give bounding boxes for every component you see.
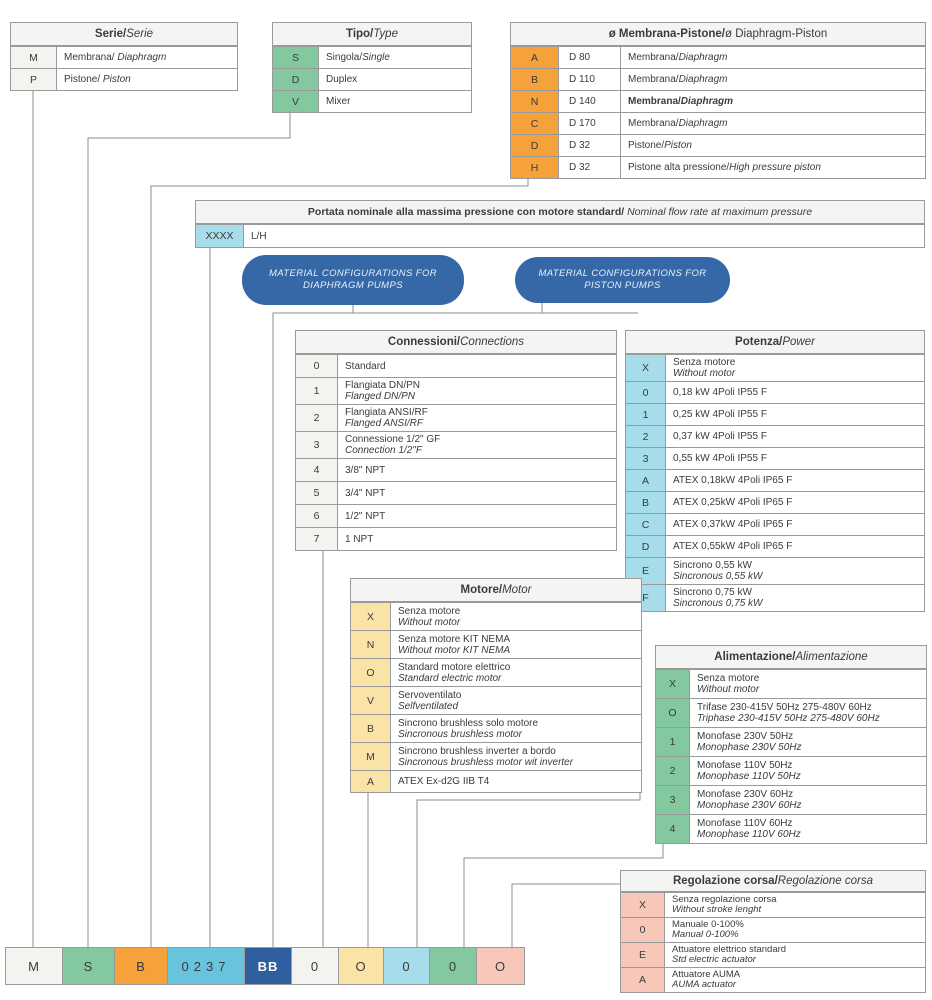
text-segment: ATEX 0,55kW 4Poli IP65 F xyxy=(673,541,793,552)
text-segment: Diaphragm xyxy=(680,96,734,107)
description-cell xyxy=(666,448,924,469)
text-segment: Sincrono 0,55 kW xyxy=(673,560,752,571)
text-segment: Manuale 0-100% xyxy=(672,919,744,930)
description-cell xyxy=(338,378,616,404)
alimentazione-row-1 xyxy=(656,727,926,756)
description-cell xyxy=(665,918,925,942)
text-segment: Sincronous 0,75 kW xyxy=(673,598,763,609)
description-cell xyxy=(666,355,924,381)
text-segment: Membrana/ xyxy=(628,118,679,129)
text-segment: Monophase 230V 60Hz xyxy=(697,800,802,811)
description-cell xyxy=(666,426,924,447)
connessioni-table-title xyxy=(296,331,616,354)
motore-row-O xyxy=(351,658,641,686)
connessioni-row-6 xyxy=(296,504,616,527)
alimentazione-code-cell-3: 3 xyxy=(656,786,690,814)
model-code-row xyxy=(5,947,525,985)
text-segment: Without motor KIT NEMA xyxy=(398,644,511,656)
text-segment: L/H xyxy=(251,230,267,242)
regolazione-row-A xyxy=(621,967,925,992)
text-segment: Trifase 230-415V 50Hz 275-480V 60Hz xyxy=(697,702,872,713)
motore-code-cell-V: V xyxy=(351,687,391,714)
connessioni-code-cell-1: 1 xyxy=(296,378,338,404)
text-segment: Sincrono brushless inverter a bordo xyxy=(398,745,556,757)
text-segment: Single xyxy=(362,52,390,63)
tipo-table xyxy=(272,22,472,113)
motore-code-cell-A: A xyxy=(351,771,391,792)
text-segment: Diaphragm xyxy=(678,74,728,85)
connessioni-row-4 xyxy=(296,458,616,481)
model-code-cell-10-O: O xyxy=(476,947,525,985)
connessioni-code-cell-2: 2 xyxy=(296,405,338,431)
text-segment: High pressure piston xyxy=(729,162,821,173)
text-segment: 0,25 kW 4Poli IP55 F xyxy=(673,409,767,420)
text-segment: Membrana/ xyxy=(628,74,679,85)
text-segment: Flangiata ANSI/RF xyxy=(345,407,428,418)
motore-row-V xyxy=(351,686,641,714)
text-segment: Connessioni/ xyxy=(387,336,461,348)
potenza-row-E xyxy=(626,557,924,584)
description-cell xyxy=(665,968,925,992)
text-segment: Manual 0-100% xyxy=(672,929,739,940)
description-cell xyxy=(690,786,926,814)
description-cell xyxy=(666,585,924,611)
description-cell xyxy=(391,743,641,770)
description-cell xyxy=(338,482,616,504)
connector-regolazione-to-code xyxy=(512,884,621,950)
model-code-cell-7-O: O xyxy=(338,947,384,985)
text-segment: 0,18 kW 4Poli IP55 F xyxy=(673,387,767,398)
connessioni-code-cell-0: 0 xyxy=(296,355,338,377)
text-segment: ø Membrana-Pistone/ xyxy=(608,28,726,40)
description-cell xyxy=(338,528,616,550)
text-segment: Diaphragm xyxy=(678,118,728,129)
connessioni-row-1 xyxy=(296,377,616,404)
text-segment: AUMA actuator xyxy=(672,979,737,990)
potenza-row-C xyxy=(626,513,924,535)
text-segment: Monophase 110V 60Hz xyxy=(697,829,801,840)
membrana-row-D xyxy=(511,134,925,156)
motore-code-cell-N: N xyxy=(351,631,391,658)
description-cell xyxy=(338,355,616,377)
potenza-code-cell-A: A xyxy=(626,470,666,491)
connessioni-row-3 xyxy=(296,431,616,458)
description-cell xyxy=(666,492,924,513)
description-cell xyxy=(244,225,924,247)
text-segment: Diaphragm xyxy=(117,52,167,63)
text-segment: Motore/ xyxy=(460,584,503,596)
potenza-row-F xyxy=(626,584,924,611)
regolazione-code-cell-E: E xyxy=(621,943,665,967)
text-segment: Standard xyxy=(345,360,386,372)
potenza-row-0 xyxy=(626,381,924,403)
text-segment: Senza motore xyxy=(398,605,461,617)
text-segment: Singola/ xyxy=(326,52,363,63)
text-segment: Piston xyxy=(664,140,692,151)
text-segment: Pistone/ xyxy=(628,140,665,151)
tipo-row-S xyxy=(273,46,471,68)
connessioni-row-5 xyxy=(296,481,616,504)
text-segment: Sincrono brushless solo motore xyxy=(398,717,539,729)
text-segment: Senza motore xyxy=(697,673,760,684)
connessioni-code-cell-5: 5 xyxy=(296,482,338,504)
diameter-cell: D 32 xyxy=(559,157,621,178)
alimentazione-table-title xyxy=(656,646,926,669)
text-segment: Diaphragm xyxy=(678,52,728,63)
potenza-table-title xyxy=(626,331,924,354)
potenza-row-D xyxy=(626,535,924,557)
connessioni-code-cell-3: 3 xyxy=(296,432,338,458)
potenza-row-A xyxy=(626,469,924,491)
potenza-code-cell-X: X xyxy=(626,355,666,381)
potenza-row-3 xyxy=(626,447,924,469)
description-cell xyxy=(391,687,641,714)
description-cell xyxy=(690,728,926,756)
text-segment: Triphase 230-415V 50Hz 275-480V 60Hz xyxy=(697,713,880,724)
text-segment: ATEX 0,37kW 4Poli IP65 F xyxy=(673,519,793,530)
text-segment: Flangiata DN/PN xyxy=(345,380,421,391)
potenza-code-cell-D: D xyxy=(626,536,666,557)
tipo-code-cell-S: S xyxy=(273,47,319,68)
material-configurations-diaphragm-box: MATERIAL CONFIGURATIONS FOR DIAPHRAGM PUMPS xyxy=(242,255,464,305)
text-segment: Monofase 230V 50Hz xyxy=(697,731,794,742)
text-segment: ø Diaphragm-Piston xyxy=(725,28,828,40)
description-cell xyxy=(666,470,924,491)
regolazione-row-E xyxy=(621,942,925,967)
membrana-code-cell-N: N xyxy=(511,91,559,112)
potenza-code-cell-E: E xyxy=(626,558,666,584)
text-segment: Sincrono 0,75 kW xyxy=(673,587,752,598)
model-code-cell-3-B: B xyxy=(114,947,168,985)
diameter-cell: D 80 xyxy=(559,47,621,68)
motore-code-cell-B: B xyxy=(351,715,391,742)
portata-code-cell-XXXX: XXXX xyxy=(196,225,244,247)
text-segment: Piston xyxy=(102,74,131,85)
text-segment: Nominal flow rate at maximum pressure xyxy=(627,206,813,218)
tipo-row-V xyxy=(273,90,471,112)
membrana-code-cell-C: C xyxy=(511,113,559,134)
alimentazione-row-4 xyxy=(656,814,926,843)
description-cell xyxy=(666,536,924,557)
connessioni-row-2 xyxy=(296,404,616,431)
description-cell xyxy=(391,771,641,792)
text-segment: Membrana/ xyxy=(64,52,118,63)
description-cell xyxy=(666,382,924,403)
motore-code-cell-O: O xyxy=(351,659,391,686)
text-segment: 1/2" NPT xyxy=(345,510,386,522)
text-segment: Regolazione corsa xyxy=(777,875,874,887)
text-segment: Connection 1/2"F xyxy=(345,445,422,456)
diameter-cell: D 140 xyxy=(559,91,621,112)
text-segment: Without motor xyxy=(398,616,461,628)
description-cell xyxy=(621,47,925,68)
alimentazione-code-cell-1: 1 xyxy=(656,728,690,756)
description-cell xyxy=(621,69,925,90)
description-cell xyxy=(391,659,641,686)
diaphragm-piston-diameter-table xyxy=(510,22,926,179)
portata-row-XXXX xyxy=(196,224,924,247)
text-segment: Serie xyxy=(126,28,154,40)
text-segment: Std electric actuator xyxy=(672,954,756,965)
membrana-row-A xyxy=(511,46,925,68)
membrana-code-cell-A: A xyxy=(511,47,559,68)
text-segment: Flanged DN/PN xyxy=(345,391,416,402)
description-cell xyxy=(338,432,616,458)
text-segment: Monofase 110V 60Hz xyxy=(697,818,793,829)
membrana-row-H xyxy=(511,156,925,178)
text-segment: Attuatore elettrico standard xyxy=(672,944,787,955)
text-segment: Motor xyxy=(502,584,532,596)
regolazione-row-0 xyxy=(621,917,925,942)
model-code-cell-6-0: 0 xyxy=(291,947,339,985)
text-segment: Attuatore AUMA xyxy=(672,969,741,980)
text-segment: Power xyxy=(782,336,815,348)
potenza-row-B xyxy=(626,491,924,513)
membrana-code-cell-B: B xyxy=(511,69,559,90)
description-cell xyxy=(690,815,926,843)
description-cell xyxy=(319,69,471,90)
text-segment: Senza motore KIT NEMA xyxy=(398,633,511,645)
diameter-cell: D 170 xyxy=(559,113,621,134)
text-segment: Flanged ANSI/RF xyxy=(345,418,423,429)
regolazione-code-cell-A: A xyxy=(621,968,665,992)
motore-row-A xyxy=(351,770,641,792)
description-cell xyxy=(666,404,924,425)
model-code-cell-8-0: 0 xyxy=(383,947,430,985)
description-cell xyxy=(338,505,616,527)
regolazione-table-title xyxy=(621,871,925,892)
model-code-cell-4-0237: 0237 xyxy=(167,947,245,985)
text-segment: Serie/ xyxy=(94,28,127,40)
text-segment: Tipo/ xyxy=(346,28,374,40)
description-cell xyxy=(666,514,924,535)
text-segment: Connections xyxy=(460,336,525,348)
serie-row-P xyxy=(11,68,237,90)
tipo-table-title xyxy=(273,23,471,46)
alimentazione-row-O xyxy=(656,698,926,727)
tipo-code-cell-V: V xyxy=(273,91,319,112)
tipo-code-cell-D: D xyxy=(273,69,319,90)
text-segment: Senza motore xyxy=(673,357,736,368)
serie-row-M xyxy=(11,46,237,68)
potenza-code-cell-0: 0 xyxy=(626,382,666,403)
description-cell xyxy=(690,699,926,727)
description-cell xyxy=(391,715,641,742)
regolazione-code-cell-X: X xyxy=(621,893,665,917)
model-code-cell-2-S: S xyxy=(62,947,115,985)
serie-table-title xyxy=(11,23,237,46)
motore-table-title xyxy=(351,579,641,602)
text-segment: 3/4" NPT xyxy=(345,487,386,499)
text-segment: ATEX 0,25kW 4Poli IP65 F xyxy=(673,497,793,508)
potenza-code-cell-1: 1 xyxy=(626,404,666,425)
text-segment: 1 NPT xyxy=(345,533,374,545)
description-cell xyxy=(338,405,616,431)
motore-row-M xyxy=(351,742,641,770)
description-cell xyxy=(338,459,616,481)
motor-table xyxy=(350,578,642,793)
membrana-code-cell-H: H xyxy=(511,157,559,178)
description-cell xyxy=(319,47,471,68)
portata-table-title xyxy=(196,201,924,224)
text-segment: Without motor xyxy=(697,684,760,695)
motore-row-X xyxy=(351,602,641,630)
potenza-row-2 xyxy=(626,425,924,447)
text-segment: Membrana/ xyxy=(628,52,679,63)
connessioni-row-7 xyxy=(296,527,616,550)
motore-code-cell-X: X xyxy=(351,603,391,630)
text-segment: Portata nominale alla massima pressione con motore standard/ xyxy=(307,206,628,218)
text-segment: Type xyxy=(373,28,398,40)
model-code-cell-5-BB: BB xyxy=(244,947,292,985)
alimentazione-code-cell-2: 2 xyxy=(656,757,690,785)
description-cell xyxy=(319,91,471,112)
text-segment: Connessione 1/2" GF xyxy=(345,434,441,445)
text-segment: Monophase 110V 50Hz xyxy=(697,771,801,782)
text-segment: Mixer xyxy=(326,96,351,107)
text-segment: ATEX Ex-d2G IIB T4 xyxy=(398,776,490,787)
text-segment: Monofase 110V 50Hz xyxy=(697,760,793,771)
material-configurations-piston-box: MATERIAL CONFIGURATIONS FOR PISTON PUMPS xyxy=(515,257,730,303)
text-segment: 0,37 kW 4Poli IP55 F xyxy=(673,431,767,442)
text-segment: Alimentazione/ xyxy=(714,651,796,663)
text-segment: Monofase 230V 60Hz xyxy=(697,789,794,800)
connessioni-row-0 xyxy=(296,354,616,377)
membrana-row-B xyxy=(511,68,925,90)
motore-code-cell-M: M xyxy=(351,743,391,770)
membrana-table-title xyxy=(511,23,925,46)
description-cell xyxy=(391,631,641,658)
alimentazione-row-2 xyxy=(656,756,926,785)
connections-table xyxy=(295,330,617,551)
description-cell xyxy=(665,893,925,917)
power-table xyxy=(625,330,925,612)
diameter-cell: D 110 xyxy=(559,69,621,90)
text-segment: Sincronous brushless motor xyxy=(398,728,522,740)
potenza-code-cell-B: B xyxy=(626,492,666,513)
description-cell xyxy=(621,113,925,134)
alimentazione-code-cell-X: X xyxy=(656,670,690,698)
text-segment: Sincronous 0,55 kW xyxy=(673,571,763,582)
text-segment: 0,55 kW 4Poli IP55 F xyxy=(673,453,767,464)
description-cell xyxy=(665,943,925,967)
alimentazione-row-X xyxy=(656,669,926,698)
text-segment: Monophase 230V 50Hz xyxy=(697,742,802,753)
potenza-code-cell-2: 2 xyxy=(626,426,666,447)
connessioni-code-cell-6: 6 xyxy=(296,505,338,527)
text-segment: Standard motore elettrico xyxy=(398,661,511,673)
description-cell xyxy=(391,603,641,630)
text-segment: Regolazione corsa/ xyxy=(672,875,778,887)
potenza-row-1 xyxy=(626,403,924,425)
model-code-cell-9-0: 0 xyxy=(429,947,477,985)
motore-row-B xyxy=(351,714,641,742)
regolazione-code-cell-0: 0 xyxy=(621,918,665,942)
potenza-code-cell-C: C xyxy=(626,514,666,535)
alimentazione-code-cell-4: 4 xyxy=(656,815,690,843)
motore-row-N xyxy=(351,630,641,658)
description-cell xyxy=(666,558,924,584)
nominal-flow-rate-table xyxy=(195,200,925,248)
text-segment: Sincronous brushless motor wit inverter xyxy=(398,756,574,768)
power-supply-table xyxy=(655,645,927,844)
stroke-adjustment-table xyxy=(620,870,926,993)
potenza-code-cell-F: F xyxy=(626,585,666,611)
diameter-cell: D 32 xyxy=(559,135,621,156)
membrana-row-N xyxy=(511,90,925,112)
text-segment: Pistone/ xyxy=(64,74,103,85)
tipo-row-D xyxy=(273,68,471,90)
serie-code-cell-P: P xyxy=(11,69,57,90)
description-cell xyxy=(690,670,926,698)
text-segment: 3/8" NPT xyxy=(345,464,386,476)
connessioni-code-cell-7: 7 xyxy=(296,528,338,550)
description-cell xyxy=(621,135,925,156)
potenza-code-cell-3: 3 xyxy=(626,448,666,469)
description-cell xyxy=(57,47,237,68)
serie-table xyxy=(10,22,238,91)
description-cell xyxy=(690,757,926,785)
description-cell xyxy=(57,69,237,90)
text-segment: Membrana/ xyxy=(628,96,681,107)
text-segment: Servoventilato xyxy=(398,689,462,701)
text-segment: Alimentazione xyxy=(795,651,868,663)
text-segment: ATEX 0,18kW 4Poli IP65 F xyxy=(673,475,793,486)
membrana-code-cell-D: D xyxy=(511,135,559,156)
text-segment: Selfventilated xyxy=(398,700,459,712)
description-cell xyxy=(621,157,925,178)
alimentazione-row-3 xyxy=(656,785,926,814)
text-segment: Pistone alta pressione/ xyxy=(628,162,730,173)
alimentazione-code-cell-O: O xyxy=(656,699,690,727)
serie-code-cell-M: M xyxy=(11,47,57,68)
text-segment: Standard electric motor xyxy=(398,672,502,684)
text-segment: Without stroke lenght xyxy=(672,904,762,915)
membrana-row-C xyxy=(511,112,925,134)
text-segment: Duplex xyxy=(326,74,358,85)
potenza-row-X xyxy=(626,354,924,381)
description-cell xyxy=(621,91,925,112)
regolazione-row-X xyxy=(621,892,925,917)
text-segment: Senza regolazione corsa xyxy=(672,894,777,905)
model-code-cell-1-M: M xyxy=(5,947,63,985)
text-segment: Without motor xyxy=(673,368,736,379)
text-segment: Potenza/ xyxy=(735,336,783,348)
connessioni-code-cell-4: 4 xyxy=(296,459,338,481)
